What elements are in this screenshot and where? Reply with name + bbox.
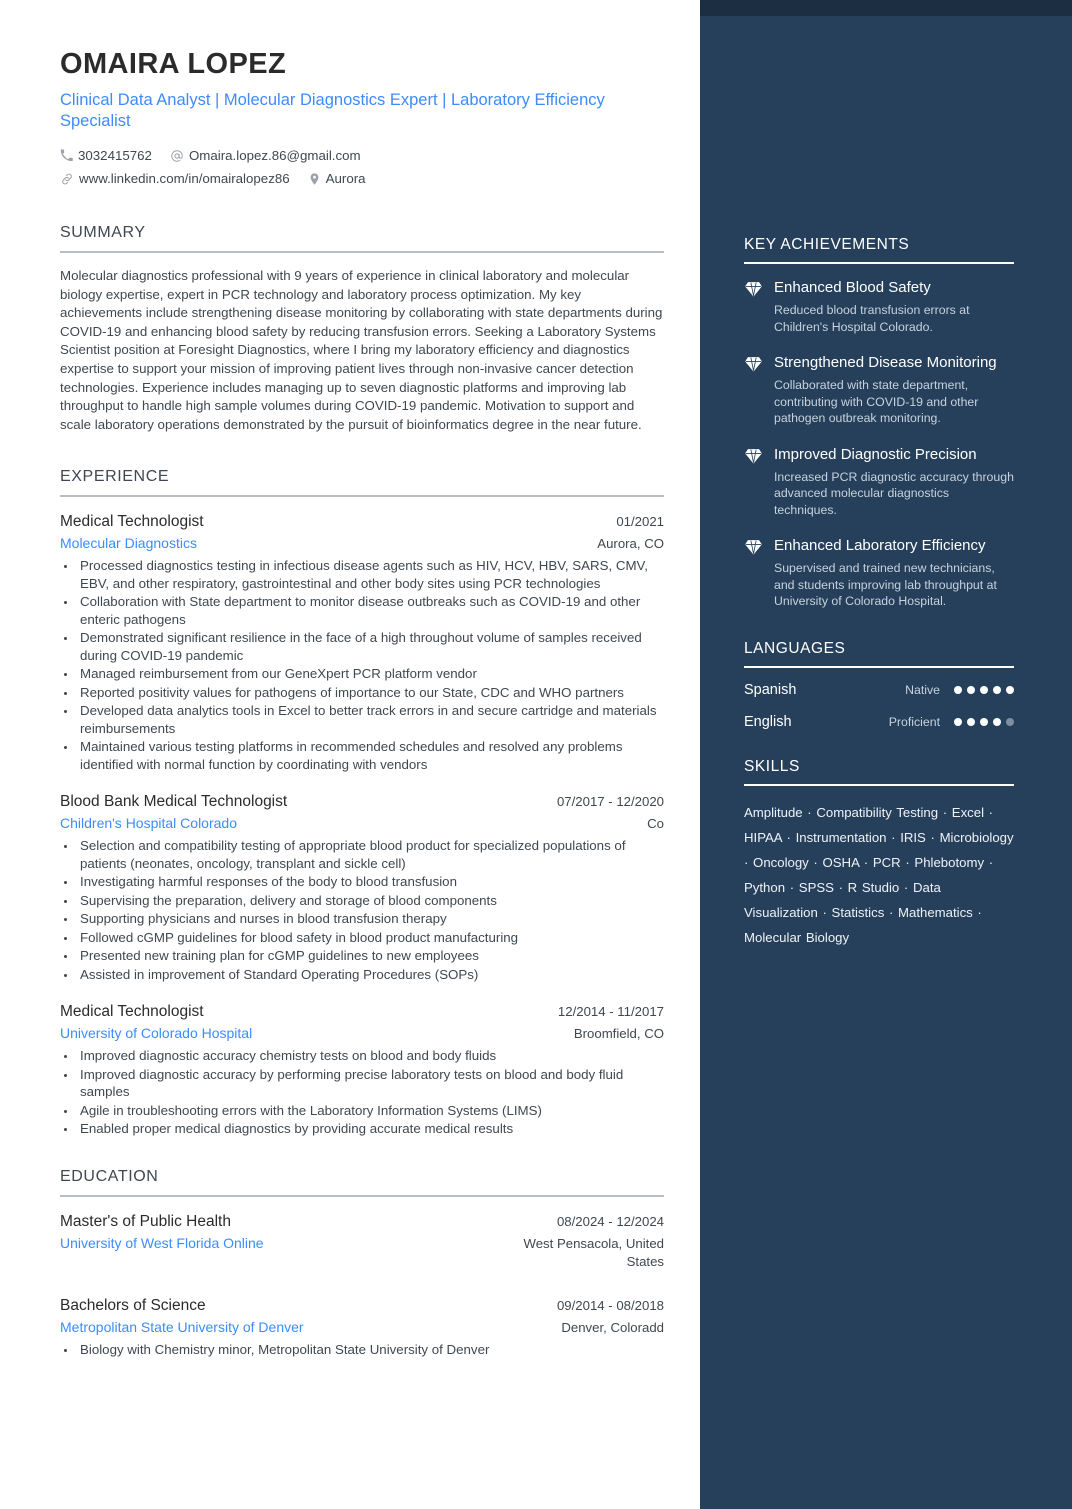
education-entry [60,1211,664,1271]
professional-headline: Clinical Data Analyst | Molecular Diagnostics Expert | Laboratory Efficiency Specialist [60,91,605,130]
experience-list [60,511,664,1138]
experience-bullet: • Demonstrated significant resilience in the face of a high throughout volume of samples received during COVID-19 pandemic [77,629,664,664]
diamond-icon [744,536,764,610]
contact-phone-text: 3032415762 [78,148,152,163]
experience-bullet-list [77,1047,664,1138]
achievement-description: Supervised and trained new technicians, and students improving lab throughput at University of Colorado Hospital. [774,561,997,608]
education-date: 08/2024 - 12/2024 [556,1213,664,1229]
experience-bullet: • Supervising the preparation, delivery and storage of blood components [77,892,664,910]
achievement-item [744,278,1014,335]
key-achievements-list [744,278,1014,610]
language-rating-dot [967,718,975,726]
education-school[interactable]: University of West Florida Online [60,1234,264,1251]
language-rating-dot [993,718,1001,726]
experience-entry [60,791,664,983]
language-rating [954,718,1014,726]
education-location: West Pensacola, United States [523,1235,664,1269]
experience-organization[interactable]: Children's Hospital Colorado [60,815,237,832]
education-divider [60,1195,664,1197]
languages-title: LANGUAGES [744,639,846,657]
education-entry [60,1295,664,1359]
key-achievements-title: KEY ACHIEVEMENTS [744,236,910,253]
skills-list: Amplitude · Compatibility Testing · Excel · HIPAA · Instrumentation · IRIS · Microbiology · Oncology · OSHA · PCR · Phlebotomy · Python · SPSS · R Studio · Data Visualization · Statistics · Mathematics · Molecular Biology [744,804,1014,945]
experience-location: Aurora, CO [597,536,664,552]
languages-section [744,640,1014,730]
key-achievements-section [744,236,1014,610]
phone-icon [60,149,73,162]
language-level: Native [905,682,940,697]
contact-linkedin[interactable] [60,167,290,190]
experience-bullet: • Investigating harmful responses of the body to blood transfusion [77,873,664,891]
education-degree: Bachelors of Science [60,1296,206,1314]
diamond-icon [744,278,764,335]
languages-list [744,682,1014,730]
achievement-item [744,445,1014,519]
education-bullet: • Biology with Chemistry minor, Metropolitan State University of Denver [77,1341,664,1359]
experience-entry [60,511,664,773]
achievement-title: Improved Diagnostic Precision [774,445,977,463]
experience-entry [60,1001,664,1138]
sidebar [700,0,1072,1509]
summary-text: Molecular diagnostics professional with 9 years of experience in clinical laboratory and molecular biology expertise, expert in PCR technology and laboratory process optimization. My key achievements include strengthening disease monitoring by collaborating with state departments during COVID-19 and enhancing blood safety by reducing transfusion errors. Seeking a Laboratory Systems Scientist position at Foresight Diagnostics, where I bring my laboratory efficiency and diagnostics expertise to support your mission of improving patient lives through non-invasive cancer detection technologies. Experience includes managing up to seven diagnostic platforms and improving lab throughput to handle high sample volumes during COVID-19 pandemic. Motivation to support and scale laboratory operations demonstrated by the pursuit of bioinformatics degree in the near future. [60,268,663,432]
language-rating-dot [954,718,962,726]
achievement-description: Reduced blood transfusion errors at Children's Hospital Colorado. [774,303,970,334]
experience-section [60,468,664,1138]
language-rating-dot [954,686,962,694]
experience-role: Medical Technologist [60,1003,204,1021]
contact-email[interactable] [170,144,361,167]
education-school[interactable]: Metropolitan State University of Denver [60,1318,304,1335]
education-section [60,1168,664,1359]
education-location: Denver, Coloradd [561,1319,664,1335]
language-row [744,714,1014,730]
experience-bullet: • Reported positivity values for pathogens of importance to our State, CDC and WHO partners [77,684,664,702]
experience-bullet-list [77,557,664,773]
contact-line-1 [60,144,664,167]
experience-bullet: • Maintained various testing platforms in recommended schedules and resolved any problems identified with normal function by coordinating with vendors [77,738,664,773]
experience-bullet: • Followed cGMP guidelines for blood safety in blood product manufacturing [77,929,664,947]
achievement-title: Enhanced Laboratory Efficiency [774,537,986,554]
experience-bullet: • Enabled proper medical diagnostics by providing accurate medical results [77,1120,664,1138]
language-rating-dot [1006,686,1014,694]
language-level: Proficient [888,714,940,729]
summary-title: SUMMARY [60,224,146,241]
language-rating-dot [980,686,988,694]
experience-location: Broomfield, CO [573,1026,664,1042]
experience-date: 12/2014 - 11/2017 [557,1004,664,1020]
experience-bullet: • Agile in troubleshooting errors with the Laboratory Information Systems (LIMS) [77,1102,664,1120]
languages-divider [744,666,1014,668]
diamond-icon [744,353,764,427]
diamond-icon [744,445,764,519]
experience-date: 07/2017 - 12/2020 [556,794,664,810]
language-name: English [744,713,792,730]
education-date: 09/2014 - 08/2018 [556,1297,664,1313]
contact-location[interactable] [308,167,366,190]
language-rating [954,686,1014,694]
language-rating-dot [993,686,1001,694]
at-sign-icon [170,149,184,163]
skills-section [744,758,1014,950]
experience-date: 01/2021 [616,514,664,530]
experience-bullet: • Managed reimbursement from our GeneXpert PCR platform vendor [77,665,664,683]
contact-phone[interactable] [60,144,152,167]
experience-bullet: • Assisted in improvement of Standard Operating Procedures (SOPs) [77,966,664,984]
achievement-description: Increased PCR diagnostic accuracy through advanced molecular diagnostics techniques. [774,469,1014,517]
education-bullet-list [77,1341,664,1359]
summary-divider [60,251,664,253]
education-title: EDUCATION [60,1167,159,1185]
experience-role: Medical Technologist [60,513,204,531]
experience-bullet: • Improved diagnostic accuracy chemistry tests on blood and body fluids [77,1047,664,1065]
language-name: Spanish [744,681,797,698]
education-list [60,1211,664,1359]
language-rating-dot [980,718,988,726]
language-rating-dot [1006,718,1014,726]
experience-title: EXPERIENCE [60,468,170,486]
experience-bullet: • Supporting physicians and nurses in blood transfusion therapy [77,910,664,928]
contact-line-2 [60,167,664,190]
experience-organization[interactable]: University of Colorado Hospital [60,1025,253,1042]
location-pin-icon [308,172,321,186]
achievement-title: Enhanced Blood Safety [774,279,931,296]
experience-organization[interactable]: Molecular Diagnostics [60,535,197,552]
page-title: OMAIRA LOPEZ [60,48,287,80]
education-degree: Master's of Public Health [60,1212,231,1230]
experience-divider [60,495,664,497]
achievement-description: Collaborated with state department, contributing with COVID-19 and other pathogen outbreak monitoring. [774,378,979,425]
achievement-title: Strengthened Disease Monitoring [774,354,997,371]
experience-bullet: • Improved diagnostic accuracy by performing precise laboratory tests on blood and body fluid samples [77,1066,664,1101]
language-rating-dot [967,686,975,694]
key-achievements-divider [744,262,1014,264]
experience-bullet: • Developed data analytics tools in Excel to better track errors in and secure cartridge and materials reimbursements [77,702,664,737]
achievement-item [744,536,1014,610]
contact-email-text: Omaira.lopez.86@gmail.com [188,148,361,163]
experience-location: Co [647,816,664,832]
language-row [744,682,1014,698]
skills-title: SKILLS [744,757,800,775]
experience-bullet: • Collaboration with State department to monitor disease outbreaks such as COVID-19 and other enteric pathogens [77,593,664,628]
contact-linkedin-text: www.linkedin.com/in/omairalopez86 [79,171,290,186]
experience-bullet: • Processed diagnostics testing in infectious disease agents such as HIV, HCV, HBV, SARS, CMV, EBV, and other respiratory, gastrointestinal and other body sites using PCR technologies [77,557,664,592]
contact-block [60,144,664,190]
experience-bullet: • Selection and compatibility testing of appropriate blood product for specialized populations of patients (neonates, oncology, transplant and sickle cell) [77,837,664,872]
achievement-item [744,353,1014,427]
link-icon [60,172,74,186]
summary-section [60,224,664,434]
skills-divider [744,784,1014,786]
contact-location-text: Aurora [325,171,366,186]
experience-bullet: • Presented new training plan for cGMP guidelines to new employees [77,947,664,965]
experience-bullet-list [77,837,664,983]
experience-role: Blood Bank Medical Technologist [60,793,288,811]
